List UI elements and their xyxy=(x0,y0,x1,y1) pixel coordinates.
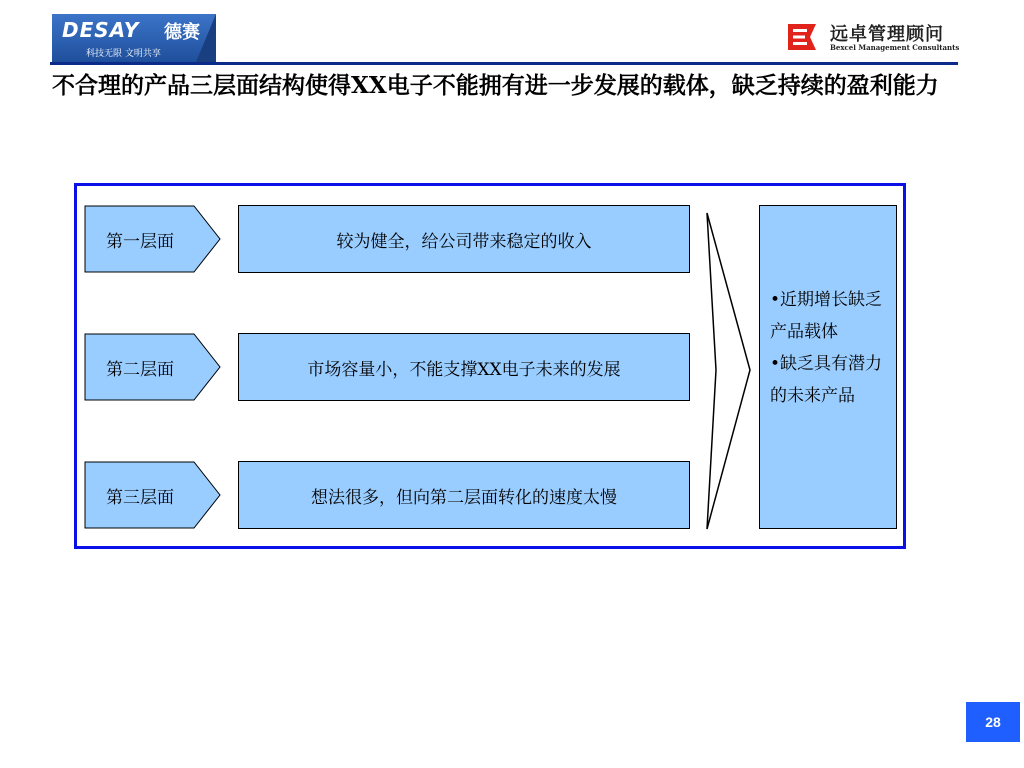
slide-title: 不合理的产品三层面结构使得XX电子不能拥有进一步发展的载体，缺乏持续的盈利能力 xyxy=(52,72,939,99)
layer-tag-1-label: 第一层面 xyxy=(106,231,174,252)
desay-brand-text: DESAY xyxy=(62,18,140,42)
result-box xyxy=(759,205,897,529)
page-number-badge: 28 xyxy=(966,702,1020,742)
result-point-1: •近期增长缺乏产品载体 xyxy=(770,290,883,342)
layer-2-description: 市场容量小，不能支撑XX电子未来的发展 xyxy=(238,333,690,401)
bexcel-logo xyxy=(786,20,966,56)
desay-logo-corner xyxy=(196,14,216,62)
layer-tag-2 xyxy=(84,333,222,401)
merge-arrow-icon xyxy=(704,212,754,530)
layer-tag-3 xyxy=(84,461,222,529)
bexcel-mark-icon xyxy=(786,22,820,52)
bexcel-name-en: Bexcel Management Consultants xyxy=(830,43,960,52)
layer-tag-2-label: 第二层面 xyxy=(106,359,174,380)
desay-slogan: 科技无限 文明共享 xyxy=(86,49,161,59)
bexcel-name-cn: 远卓管理顾问 xyxy=(830,24,944,45)
layer-tag-3-label: 第三层面 xyxy=(106,487,174,508)
desay-logo xyxy=(52,14,216,62)
layer-3-description: 想法很多，但向第二层面转化的速度太慢 xyxy=(238,461,690,529)
header-rule xyxy=(50,62,958,65)
result-point-2: •缺乏具有潜力的未来产品 xyxy=(770,354,883,406)
layer-1-description: 较为健全，给公司带来稳定的收入 xyxy=(238,205,690,273)
layer-tag-1 xyxy=(84,205,222,273)
desay-brand-cn-text: 德赛 xyxy=(164,22,200,43)
